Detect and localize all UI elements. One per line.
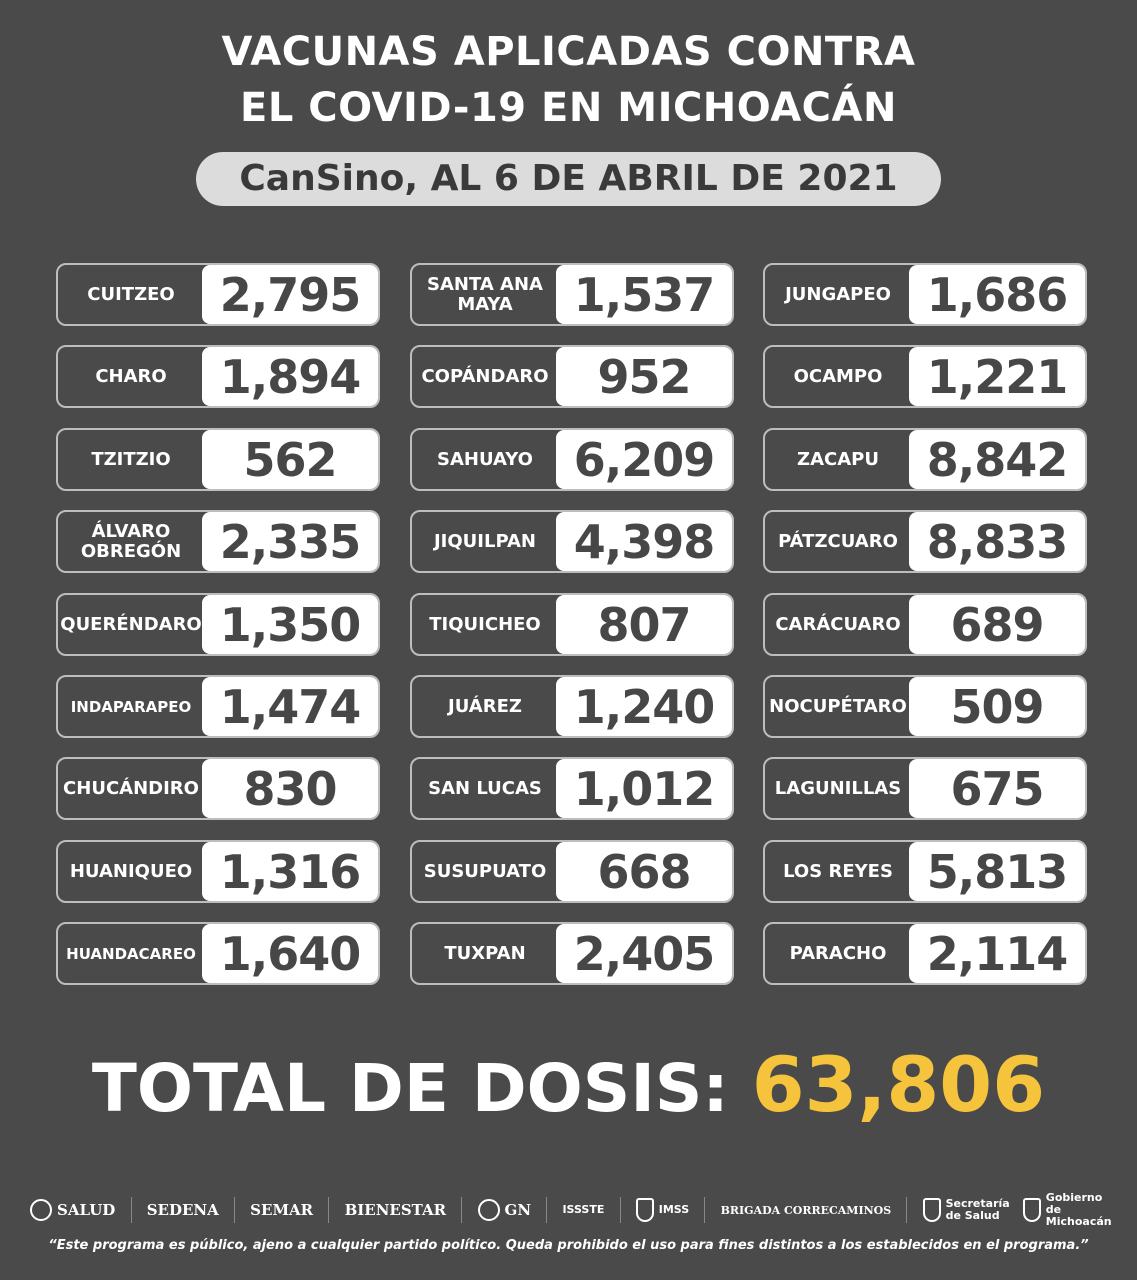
gn-logo: GN — [478, 1199, 532, 1221]
municipality-name: SUSUPUATO — [423, 860, 547, 882]
michoacan-shield-icon — [923, 1198, 941, 1222]
municipality-name: LOS REYES — [783, 860, 893, 882]
gobierno-michoacan-logo: Gobierno de Michoacán — [1023, 1192, 1110, 1228]
dose-count: 8,833 — [909, 512, 1085, 571]
dose-count: 8,842 — [909, 430, 1085, 489]
municipality-card — [763, 840, 1087, 903]
dose-count: 675 — [909, 759, 1085, 818]
municipality-card — [410, 510, 734, 573]
brigada-logo: BRIGADA CORRECAMINOS — [720, 1203, 892, 1217]
dose-count: 1,686 — [909, 265, 1085, 324]
page-title — [0, 24, 1137, 136]
municipality-card — [763, 510, 1087, 573]
dose-count: 689 — [909, 595, 1085, 654]
title-line-1: VACUNAS APLICADAS CONTRA — [221, 29, 916, 75]
dose-count: 1,221 — [909, 347, 1085, 406]
dose-count: 562 — [202, 430, 378, 489]
municipality-name: ÁLVARO OBREGÓN — [80, 520, 182, 562]
eagle-seal-icon — [30, 1199, 52, 1221]
municipality-card — [410, 922, 734, 985]
divider — [328, 1197, 329, 1223]
municipality-name: HUANIQUEO — [69, 860, 193, 882]
municipality-card — [56, 593, 380, 656]
dose-count: 807 — [556, 595, 732, 654]
municipality-card — [410, 428, 734, 491]
municipality-card — [763, 428, 1087, 491]
title-line-2: EL COVID-19 EN MICHOACÁN — [240, 85, 897, 131]
municipality-card — [763, 675, 1087, 738]
dose-count: 509 — [909, 677, 1085, 736]
dose-count: 830 — [202, 759, 378, 818]
dose-count: 1,537 — [556, 265, 732, 324]
municipality-name: LAGUNILLAS — [774, 777, 902, 799]
sedena-logo: SEDENA — [146, 1201, 219, 1219]
municipality-card — [410, 593, 734, 656]
municipality-name: TZITZIO — [91, 448, 171, 470]
total-value: 63,806 — [751, 1040, 1046, 1129]
municipality-card — [763, 757, 1087, 820]
divider — [234, 1197, 235, 1223]
municipality-name: TUXPAN — [444, 942, 526, 964]
municipality-name: HUANDACAREO — [66, 944, 196, 963]
dose-count: 1,316 — [202, 842, 378, 901]
municipality-card — [56, 345, 380, 408]
municipality-card — [410, 345, 734, 408]
divider — [546, 1197, 547, 1223]
municipality-card — [56, 922, 380, 985]
municipality-name: NOCUPÉTARO — [769, 695, 907, 717]
total-doses — [0, 1040, 1137, 1134]
dose-count: 1,012 — [556, 759, 732, 818]
municipality-name: ZACAPU — [797, 448, 879, 470]
municipality-card — [410, 263, 734, 326]
dose-count: 2,405 — [556, 924, 732, 983]
municipality-name: SAN LUCAS — [428, 777, 542, 799]
divider — [131, 1197, 132, 1223]
imss-shield-icon — [636, 1198, 654, 1222]
municipality-card — [56, 675, 380, 738]
municipality-name: JUÁREZ — [448, 695, 522, 717]
divider — [704, 1197, 705, 1223]
salud-logo: SALUD — [30, 1199, 115, 1221]
municipality-card — [763, 345, 1087, 408]
dose-count: 6,209 — [556, 430, 732, 489]
municipality-name: INDAPARAPEO — [70, 697, 192, 716]
municipality-name: CUITZEO — [87, 283, 175, 305]
municipality-card — [763, 593, 1087, 656]
dose-count: 2,114 — [909, 924, 1085, 983]
municipality-card — [56, 428, 380, 491]
legal-disclaimer: “Este programa es público, ajeno a cualquier partido político. Queda prohibido el uso para fines distintos a los establecidos en el programa.” — [48, 1238, 1089, 1253]
municipality-name: SAHUAYO — [437, 448, 533, 470]
municipality-card — [763, 922, 1087, 985]
municipality-name: JUNGAPEO — [785, 283, 891, 305]
dose-count: 1,640 — [202, 924, 378, 983]
municipality-card — [763, 263, 1087, 326]
municipality-name: TIQUICHEO — [429, 613, 541, 635]
municipality-name: PARACHO — [789, 942, 887, 964]
municipality-card — [410, 675, 734, 738]
dose-count: 1,240 — [556, 677, 732, 736]
municipality-name: QUERÉNDARO — [60, 613, 202, 635]
imss-logo: IMSS — [636, 1198, 689, 1222]
municipality-name: JIQUILPAN — [433, 530, 536, 552]
dose-count: 5,813 — [909, 842, 1085, 901]
michoacan-crest-icon — [1023, 1198, 1041, 1222]
municipality-card — [56, 510, 380, 573]
municipality-name: CHARO — [95, 365, 167, 387]
gn-seal-icon — [478, 1199, 500, 1221]
dose-count: 1,474 — [202, 677, 378, 736]
semar-logo: SEMAR — [250, 1201, 314, 1219]
dose-count: 2,335 — [202, 512, 378, 571]
municipality-name: COPÁNDARO — [421, 365, 549, 387]
subtitle-pill: CanSino, AL 6 DE ABRIL DE 2021 — [196, 152, 941, 206]
secretaria-salud-logo: Secretaría de Salud — [923, 1198, 1008, 1222]
divider — [620, 1197, 621, 1223]
municipality-name: CHUCÁNDIRO — [63, 777, 199, 799]
bienestar-logo: BIENESTAR — [344, 1201, 447, 1219]
dose-count: 2,795 — [202, 265, 378, 324]
dose-count: 668 — [556, 842, 732, 901]
dose-count: 4,398 — [556, 512, 732, 571]
municipality-name: OCAMPO — [793, 365, 883, 387]
dose-count: 1,350 — [202, 595, 378, 654]
issste-logo: ISSSTE — [562, 1203, 605, 1216]
dose-count: 952 — [556, 347, 732, 406]
municipality-name: SANTA ANA MAYA — [427, 273, 543, 315]
municipality-card — [56, 757, 380, 820]
total-label: TOTAL DE DOSIS: — [91, 1050, 729, 1127]
municipality-card — [56, 840, 380, 903]
divider — [906, 1197, 907, 1223]
footer-logos — [30, 1192, 1110, 1228]
municipality-name: PÁTZCUARO — [778, 530, 898, 552]
dose-count: 1,894 — [202, 347, 378, 406]
municipality-name: CARÁCUARO — [775, 613, 901, 635]
municipality-card — [56, 263, 380, 326]
municipality-card — [410, 840, 734, 903]
divider — [461, 1197, 462, 1223]
municipality-card — [410, 757, 734, 820]
